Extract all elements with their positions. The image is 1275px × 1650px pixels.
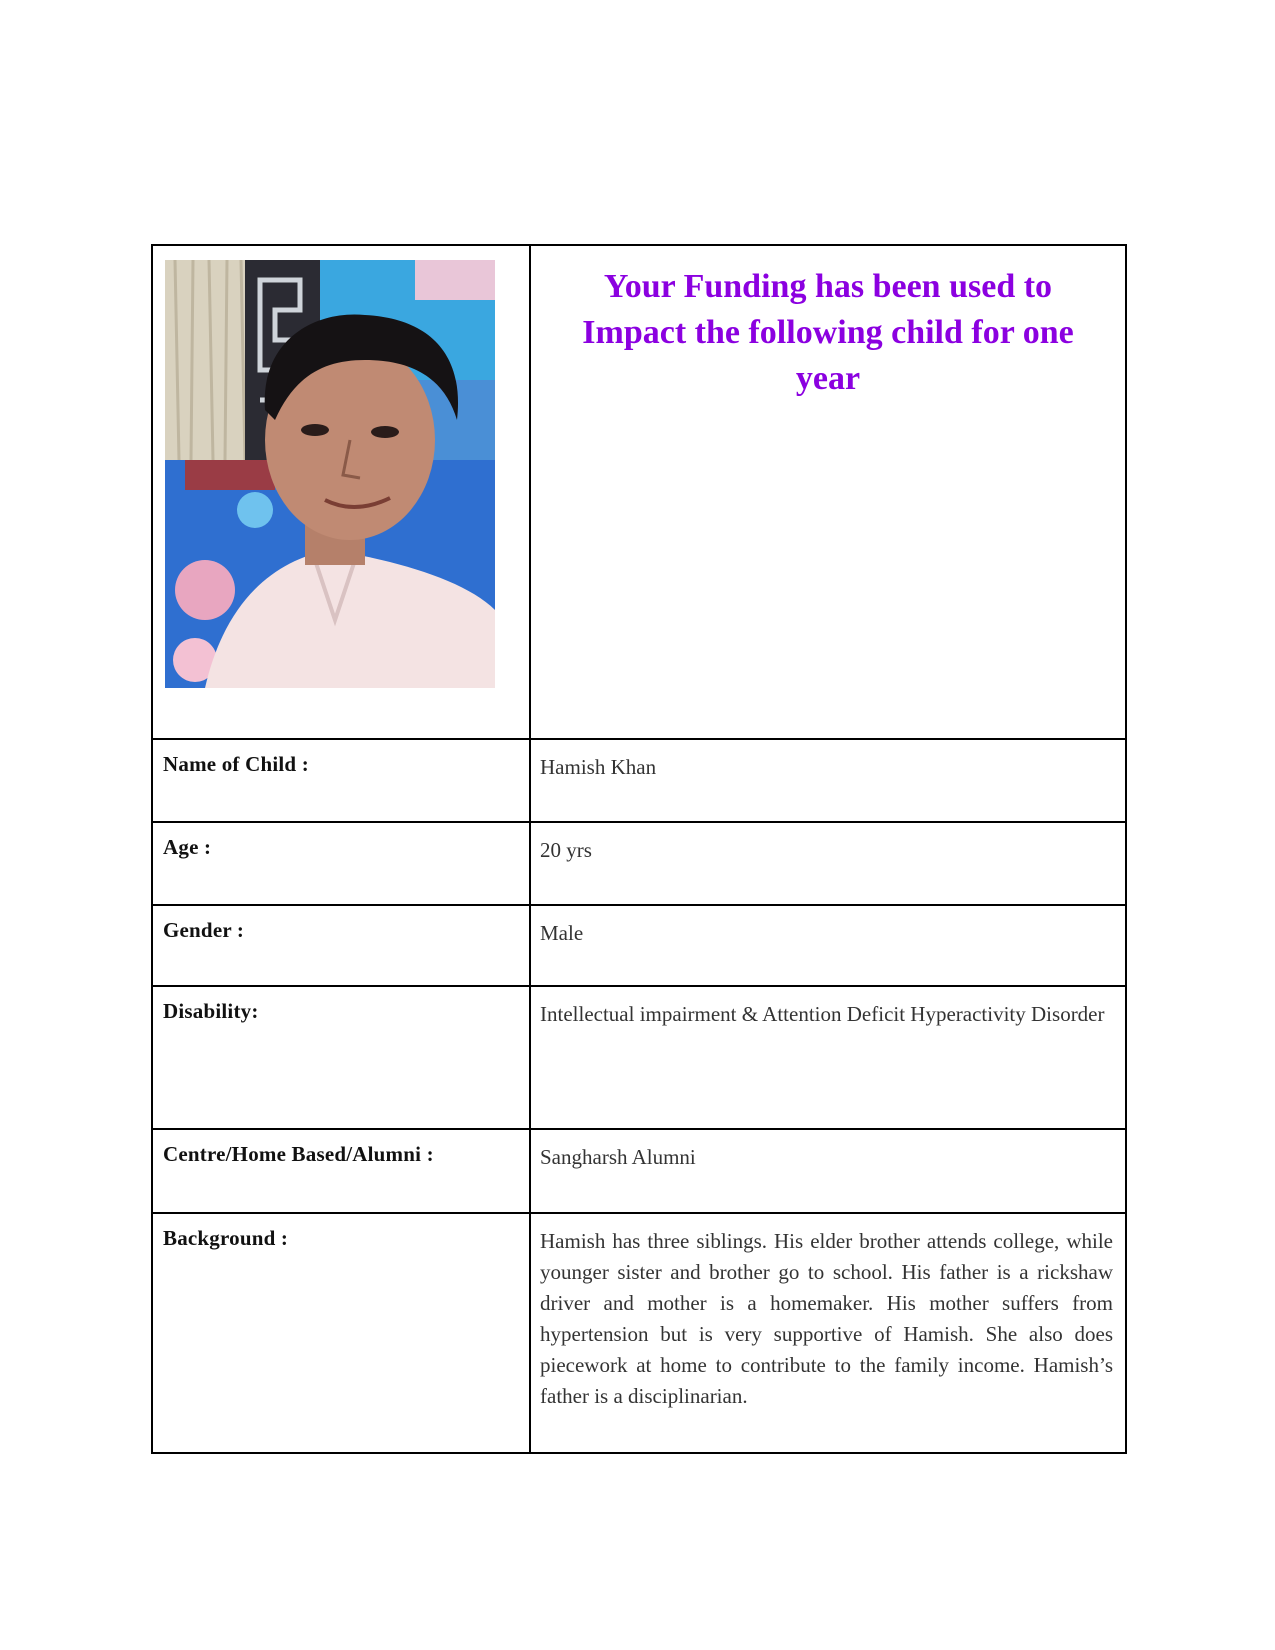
- centre-value: Sangharsh Alumni: [540, 1145, 696, 1169]
- photo-row: [152, 245, 1126, 739]
- photo-cell: [152, 245, 530, 739]
- age-label: Age :: [163, 835, 212, 859]
- name-value: Hamish Khan: [540, 755, 657, 779]
- disability-value: Intellectual impairment & Attention Deficit Hyperactivity Disorder: [540, 1002, 1105, 1026]
- disability-label: Disability:: [163, 999, 259, 1023]
- child-photo: [165, 260, 495, 688]
- gender-row: [152, 905, 1126, 986]
- name-label: Name of Child :: [163, 752, 309, 776]
- page-title: Your Funding has been used to Impact the following child for one year: [582, 268, 1074, 397]
- child-profile-table: [151, 244, 1127, 1454]
- name-row: [152, 739, 1126, 822]
- background-label: Background :: [163, 1226, 289, 1250]
- disability-row: [152, 986, 1126, 1129]
- background-value: Hamish has three siblings. His elder brother attends college, while younger sister and brother go to school. His father is a rickshaw driver and mother is a homemaker. His mother suffers from hypertension but is very supportive of Hamish. She also does piecework at home to contribute to the family income. Hamish’s father is a disciplinarian.: [540, 1229, 1113, 1408]
- gender-label: Gender :: [163, 918, 245, 942]
- centre-row: [152, 1129, 1126, 1213]
- heading-cell: [530, 245, 1126, 739]
- age-row: [152, 822, 1126, 905]
- gender-value: Male: [540, 921, 584, 945]
- background-row: [152, 1213, 1126, 1453]
- centre-label: Centre/Home Based/Alumni :: [163, 1142, 434, 1166]
- age-value: 20 yrs: [540, 838, 592, 862]
